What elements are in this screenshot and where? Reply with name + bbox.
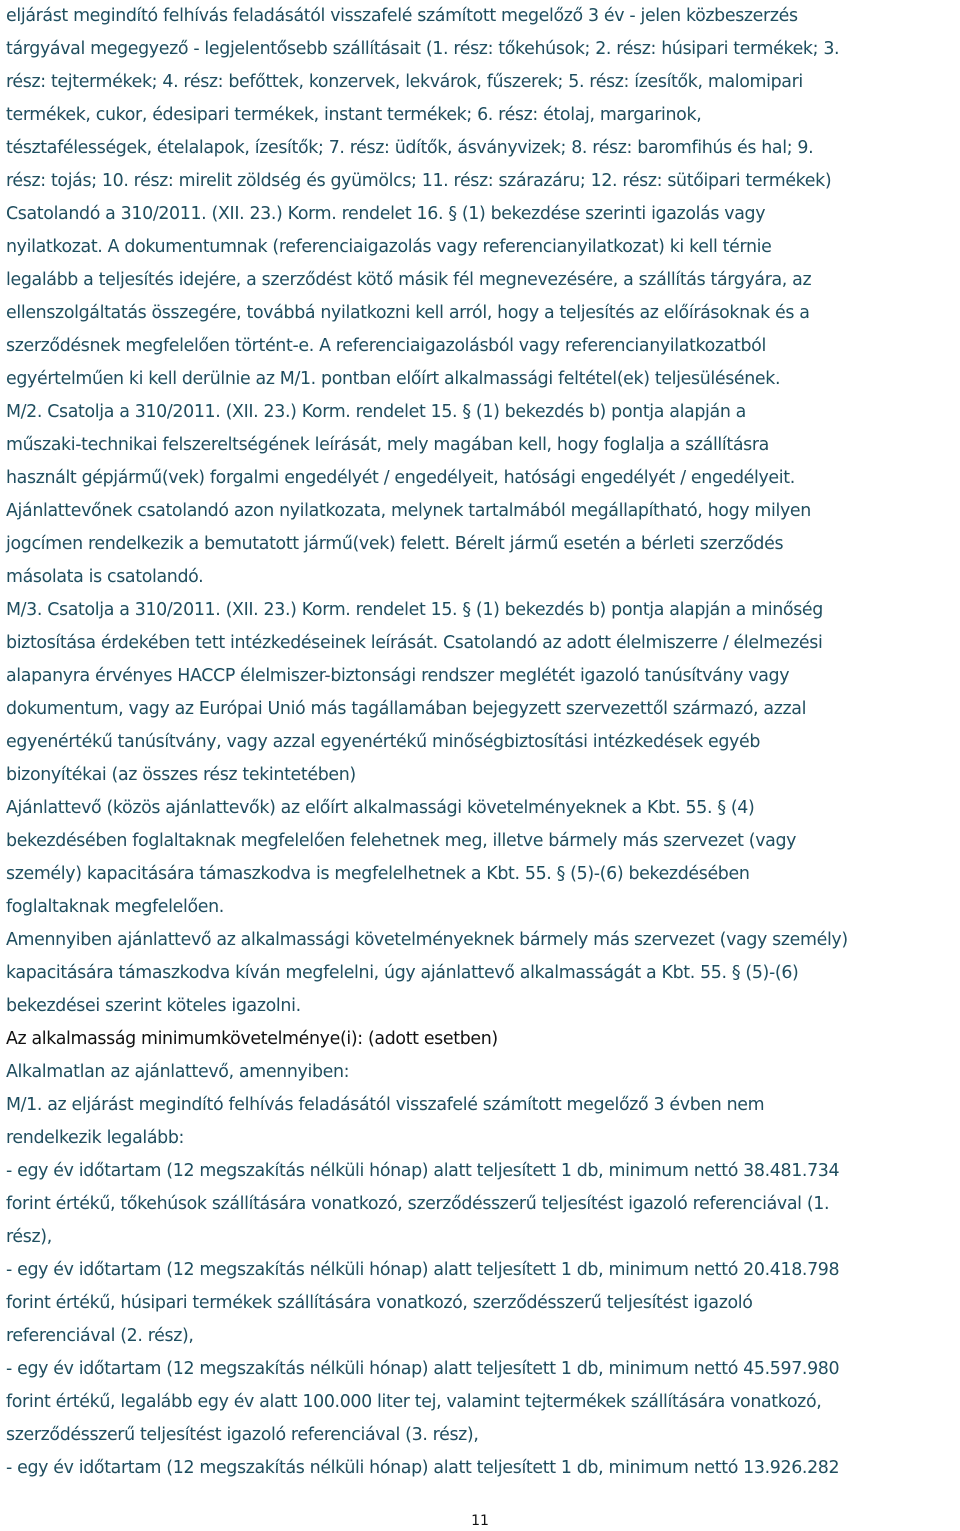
text-line: egyenértékű tanúsítvány, vagy azzal egyenértékű minőségbiztosítási intézkedések egyéb: [6, 732, 761, 752]
text-line: - egy év időtartam (12 megszakítás nélküli hónap) alatt teljesített 1 db, minimum nettó 13.926.282: [6, 1458, 840, 1478]
text-line: másolata is csatolandó.: [6, 567, 204, 587]
text-line: referenciával (2. rész),: [6, 1326, 194, 1346]
text-line: alapanyra érvényes HACCP élelmiszer-biztonsági rendszer meglétét igazoló tanúsítvány vagy: [6, 666, 790, 686]
document-body: [6, 0, 956, 1485]
text-line: forint értékű, tőkehúsok szállítására vonatkozó, szerződésszerű teljesítést igazoló referenciával (1.: [6, 1194, 830, 1214]
text-line: rész: tejtermékek; 4. rész: befőttek, konzervek, lekvárok, fűszerek; 5. rész: ízesítők, malomipari: [6, 72, 803, 92]
page-number: 11: [471, 1513, 489, 1529]
text-line: rész: tojás; 10. rész: mirelit zöldség és gyümölcs; 11. rész: szárazáru; 12. rész: sütőipari termékek): [6, 171, 832, 191]
text-line: tésztafélességek, ételalapok, ízesítők; 7. rész: üdítők, ásványvizek; 8. rész: baromfihús és hal; 9.: [6, 138, 814, 158]
paragraph: [6, 1155, 956, 1254]
paragraph: [6, 1353, 956, 1452]
paragraph: [6, 0, 956, 396]
text-line: termékek, cukor, édesipari termékek, instant termékek; 6. rész: étolaj, margarinok,: [6, 105, 702, 125]
text-line: szerződésszerű teljesítést igazoló referenciával (3. rész),: [6, 1425, 479, 1445]
text-line: M/3. Csatolja a 310/2011. (XII. 23.) Korm. rendelet 15. § (1) bekezdés b) pontja alapján a minőség: [6, 600, 823, 620]
paragraph: [6, 924, 956, 1023]
text-line: Ajánlattevő (közös ajánlattevők) az előírt alkalmassági követelményeknek a Kbt. 55. § (4): [6, 798, 755, 818]
text-line: biztosítása érdekében tett intézkedéseinek leírását. Csatolandó az adott élelmiszerre / élelmezési: [6, 633, 823, 653]
text-line: tárgyával megegyező - legjelentősebb szállításait (1. rész: tőkehúsok; 2. rész: húsipari termékek; 3.: [6, 39, 840, 59]
text-line: szerződésnek megfelelően történt-e. A referenciaigazolásból vagy referencianyilatkozatból: [6, 336, 766, 356]
text-line: dokumentum, vagy az Európai Unió más tagállamában bejegyzett szervezettől származó, azzal: [6, 699, 807, 719]
text-line: rész),: [6, 1227, 52, 1247]
text-line: - egy év időtartam (12 megszakítás nélküli hónap) alatt teljesített 1 db, minimum nettó 20.418.798: [6, 1260, 840, 1280]
paragraph: [6, 1089, 956, 1155]
text-line: Csatolandó a 310/2011. (XII. 23.) Korm. rendelet 16. § (1) bekezdése szerinti igazolás vagy: [6, 204, 766, 224]
text-line: - egy év időtartam (12 megszakítás nélküli hónap) alatt teljesített 1 db, minimum nettó 45.597.980: [6, 1359, 840, 1379]
paragraph: [6, 1452, 956, 1485]
text-line: egyértelműen ki kell derülnie az M/1. pontban előírt alkalmassági feltétel(ek) teljesülésének.: [6, 369, 781, 389]
text-line: Ajánlattevőnek csatolandó azon nyilatkozata, melynek tartalmából megállapítható, hogy milyen: [6, 501, 811, 521]
section-heading: [6, 1023, 956, 1056]
text-line: - egy év időtartam (12 megszakítás nélküli hónap) alatt teljesített 1 db, minimum nettó 38.481.734: [6, 1161, 840, 1181]
text-line: forint értékű, húsipari termékek szállítására vonatkozó, szerződésszerű teljesítést igazoló: [6, 1293, 753, 1313]
text-line: Amennyiben ajánlattevő az alkalmassági követelményeknek bármely más szervezet (vagy személy): [6, 930, 848, 950]
text-line: műszaki-technikai felszereltségének leírását, mely magában kell, hogy foglalja a szállításra: [6, 435, 769, 455]
paragraph: [6, 1254, 956, 1353]
text-line: Alkalmatlan az ajánlattevő, amennyiben:: [6, 1062, 350, 1082]
paragraph: [6, 396, 956, 594]
paragraph: [6, 594, 956, 792]
text-line: bekezdésében foglaltaknak megfelelően felehetnek meg, illetve bármely más szervezet (vagy: [6, 831, 797, 851]
text-line: személy) kapacitására támaszkodva is megfelelhetnek a Kbt. 55. § (5)-(6) bekezdésében: [6, 864, 750, 884]
text-line: Az alkalmasság minimumkövetelménye(i): (adott esetben): [6, 1029, 498, 1049]
text-line: kapacitására támaszkodva kíván megfelelni, úgy ajánlattevő alkalmasságát a Kbt. 55. § (5)-(6): [6, 963, 799, 983]
text-line: rendelkezik legalább:: [6, 1128, 185, 1148]
text-line: forint értékű, legalább egy év alatt 100.000 liter tej, valamint tejtermékek szállítására vonatkozó,: [6, 1392, 822, 1412]
text-line: ellenszolgáltatás összegére, továbbá nyilatkozni kell arról, hogy a teljesítés az előírásoknak és a: [6, 303, 810, 323]
paragraph: [6, 1056, 956, 1089]
text-line: nyilatkozat. A dokumentumnak (referenciaigazolás vagy referencianyilatkozat) ki kell térnie: [6, 237, 772, 257]
text-line: bizonyítékai (az összes rész tekintetében): [6, 765, 356, 785]
text-line: M/1. az eljárást megindító felhívás feladásától visszafelé számított megelőző 3 évben nem: [6, 1095, 765, 1115]
text-line: foglaltaknak megfelelően.: [6, 897, 224, 917]
text-line: M/2. Csatolja a 310/2011. (XII. 23.) Korm. rendelet 15. § (1) bekezdés b) pontja alapján a: [6, 402, 746, 422]
paragraph: [6, 792, 956, 924]
text-line: jogcímen rendelkezik a bemutatott jármű(vek) felett. Bérelt jármű esetén a bérleti szerződés: [6, 534, 784, 554]
text-line: használt gépjármű(vek) forgalmi engedélyét / engedélyeit, hatósági engedélyét / engedélyeit.: [6, 468, 795, 488]
text-line: bekezdései szerint köteles igazolni.: [6, 996, 301, 1016]
text-line: eljárást megindító felhívás feladásától visszafelé számított megelőző 3 év - jelen közbeszerzés: [6, 6, 798, 26]
text-line: legalább a teljesítés idejére, a szerződést kötő másik fél megnevezésére, a szállítás tárgyára, az: [6, 270, 812, 290]
